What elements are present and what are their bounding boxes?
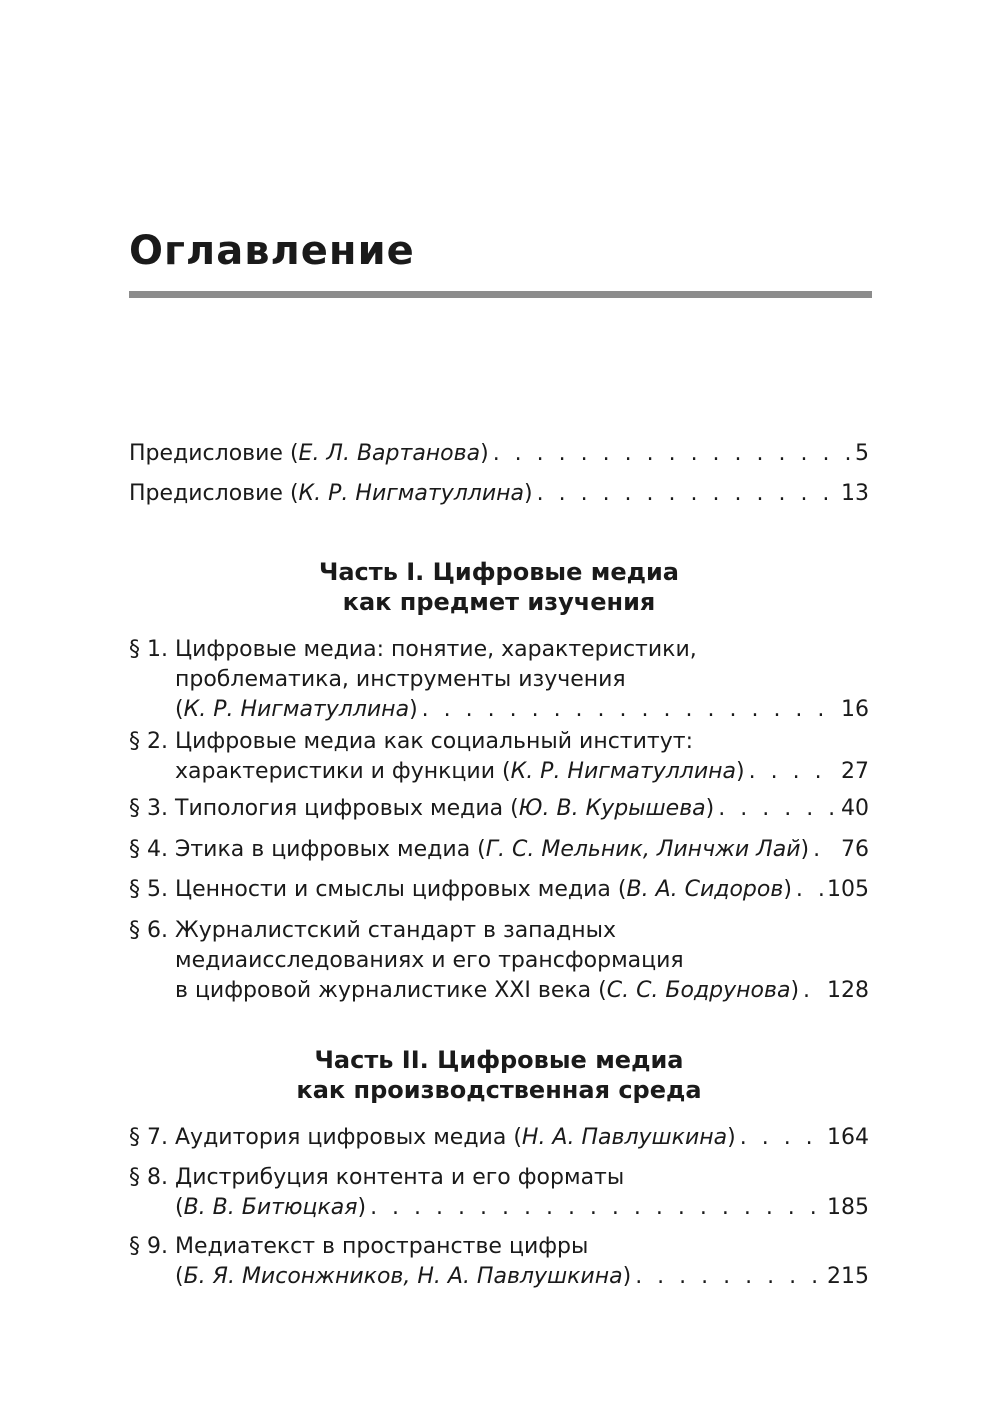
entry-author: Е. Л. Вартанова	[298, 441, 481, 466]
page-number: 128	[827, 978, 869, 1003]
entry-author: С. С. Бодрунова	[606, 978, 791, 1003]
part-heading-line: как предмет изучения	[342, 588, 656, 616]
part-1-heading	[129, 557, 869, 617]
leader-dots	[422, 695, 837, 725]
page-number: 40	[841, 796, 869, 821]
section-number: § 7.	[129, 1125, 168, 1150]
leader-dots	[796, 875, 823, 905]
entry-title-line: Журналистский стандарт в западных	[175, 918, 617, 943]
entry-close: )	[357, 1195, 367, 1220]
entry-title-line: Ценности и смыслы цифровых медиа (	[175, 877, 627, 902]
entry-title-line: Медиатекст в пространстве цифры	[175, 1234, 589, 1259]
entry-close: )	[790, 978, 800, 1003]
entry-author: Г. С. Мельник, Линчжи Лай	[485, 837, 801, 862]
entry-close: )	[783, 877, 792, 902]
entry-author: К. Р. Нигматуллина	[298, 481, 525, 506]
toc-entry-section-3[interactable]	[129, 794, 869, 824]
entry-author: К. Р. Нигматуллина	[510, 759, 737, 784]
section-number: § 8.	[129, 1165, 168, 1190]
part-heading-line: Часть I. Цифровые медиа	[318, 558, 680, 586]
entry-open: (	[175, 1264, 184, 1289]
section-number: § 3.	[129, 796, 168, 821]
entry-close: )	[727, 1125, 736, 1150]
toc-entry-section-4[interactable]	[129, 835, 869, 865]
leader-dots	[803, 976, 823, 1006]
leader-dots	[635, 1262, 823, 1292]
entry-close: )	[736, 759, 745, 784]
entry-author: В. В. Битюцкая	[183, 1195, 358, 1220]
entry-author: Б. Я. Мисонжников, Н. А. Павлушкина	[183, 1264, 623, 1289]
section-number: § 2.	[129, 729, 168, 754]
section-number: § 5.	[129, 877, 168, 902]
entry-title-line: характеристики и функции (	[175, 759, 511, 784]
page-number: 105	[827, 877, 869, 902]
leader-dots	[493, 439, 851, 469]
entry-close: )	[524, 481, 533, 506]
section-number: § 1.	[129, 637, 168, 662]
entry-author: Ю. В. Курышева	[518, 796, 706, 821]
toc-entry-section-5[interactable]	[129, 875, 869, 905]
entry-close: )	[800, 837, 810, 862]
part-heading-line: как производственная среда	[296, 1076, 702, 1104]
entry-label: Предисловие (	[129, 441, 299, 466]
entry-open: (	[175, 1195, 184, 1220]
entry-label: Предисловие (	[129, 481, 299, 506]
entry-title-line: в цифровой журналистике XXI века (	[175, 978, 607, 1003]
leader-dots	[740, 1123, 823, 1153]
entry-title-line: Дистрибуция контента и его форматы	[175, 1165, 625, 1190]
entry-author: Н. А. Павлушкина	[521, 1125, 728, 1150]
section-number: § 4.	[129, 837, 168, 862]
toc-entry-preface-1[interactable]	[129, 439, 869, 469]
page-number: 185	[827, 1195, 869, 1220]
leader-dots	[718, 794, 837, 824]
title-divider	[129, 291, 872, 298]
part-2-heading	[129, 1045, 869, 1105]
page-number: 13	[841, 481, 869, 506]
entry-close: )	[622, 1264, 632, 1289]
page-title: Оглавление	[129, 228, 415, 274]
entry-close: )	[705, 796, 715, 821]
entry-close: )	[480, 441, 489, 466]
entry-close: )	[409, 697, 418, 722]
page-number: 27	[841, 759, 869, 784]
entry-title-line: Цифровые медиа: понятие, характеристики,	[175, 637, 697, 662]
page-number: 164	[827, 1125, 869, 1150]
entry-author: В. А. Сидоров	[626, 877, 784, 902]
section-number: § 9.	[129, 1234, 168, 1259]
entry-title-line: Этика в цифровых медиа (	[175, 837, 486, 862]
entry-title-line: Цифровые медиа как социальный институт:	[175, 729, 693, 754]
entry-author: К. Р. Нигматуллина	[183, 697, 410, 722]
page-number: 76	[841, 837, 869, 862]
entry-title-line: медиаисследованиях и его трансформация	[175, 948, 684, 973]
page-number: 5	[855, 441, 869, 466]
toc-entry-preface-2[interactable]	[129, 479, 869, 509]
section-number: § 6.	[129, 918, 168, 943]
leader-dots	[537, 479, 837, 509]
toc-entry-section-7[interactable]	[129, 1123, 869, 1153]
toc-entry-section-9[interactable]	[129, 1232, 869, 1292]
entry-title-line: проблематика, инструменты изучения	[175, 667, 626, 692]
toc-entry-section-6[interactable]	[129, 916, 869, 1006]
page-number: 16	[841, 697, 869, 722]
leader-dots	[813, 835, 837, 865]
entry-title-line: Типология цифровых медиа (	[175, 796, 519, 821]
entry-title-line: Аудитория цифровых медиа (	[175, 1125, 522, 1150]
leader-dots	[749, 757, 837, 787]
toc-entry-section-2[interactable]	[129, 727, 869, 787]
part-heading-line: Часть II. Цифровые медиа	[314, 1046, 684, 1074]
page-number: 215	[827, 1264, 869, 1289]
entry-open: (	[175, 697, 184, 722]
leader-dots	[370, 1193, 823, 1223]
toc-entry-section-1[interactable]	[129, 635, 869, 725]
toc-entry-section-8[interactable]	[129, 1163, 869, 1223]
